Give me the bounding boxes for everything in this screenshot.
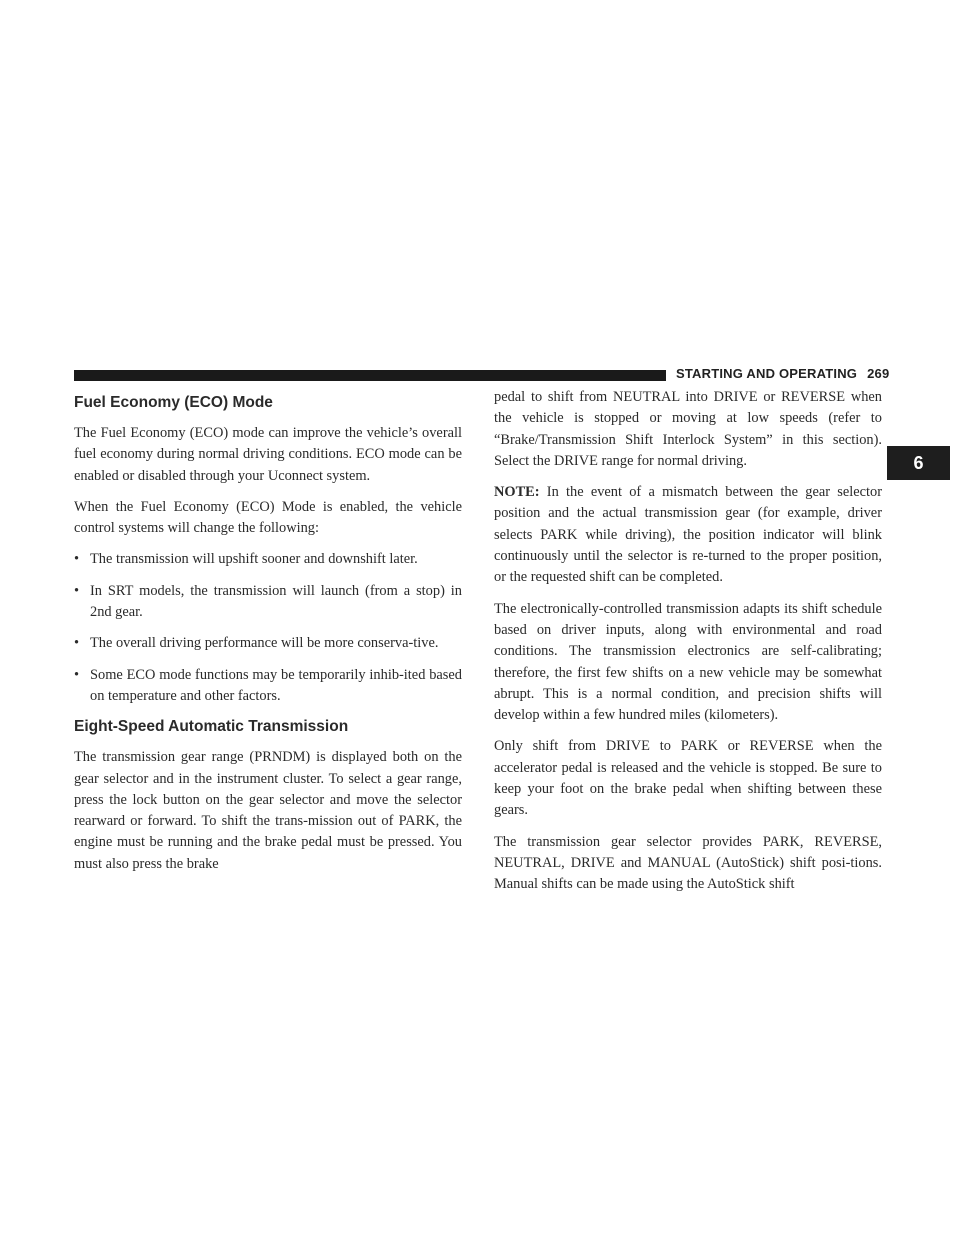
bullet-list [74, 549, 462, 707]
bullet-glyph: • [74, 551, 80, 568]
running-header [676, 366, 889, 381]
paragraph: The Fuel Economy (ECO) mode can improve the vehicle’s overall fuel economy during normal driving conditions. ECO mode can be enabled or disabled through your Uconnect system. [74, 425, 462, 484]
bullet-glyph: • [74, 666, 80, 683]
paragraph: Only shift from DRIVE to PARK or REVERSE when the accelerator pedal is released and the vehicle is stopped. Be sure to keep your foot on the brake pedal when shifting between these gears. [494, 738, 882, 819]
bullet-glyph: • [74, 635, 80, 652]
list-item: • In SRT models, the transmission will launch (from a stop) in 2nd gear. [74, 582, 462, 621]
note-text: In the event of a mismatch between the gear selector position and the actual transmission gear (for example, driver selects PARK while driving), the position indicator will blink continuously until the selector is re-turned to the proper position, or the requested shift can be completed. [494, 484, 882, 586]
heading-eight-speed: Eight-Speed Automatic Transmission [74, 718, 349, 736]
note-label: NOTE: [494, 484, 540, 501]
paragraph: The transmission gear selector provides PARK, REVERSE, NEUTRAL, DRIVE and MANUAL (AutoStick) shift posi-tions. Manual shifts can be made using the AutoStick shift [494, 833, 882, 893]
left-column [74, 393, 462, 885]
page-number: 269 [867, 366, 890, 381]
paragraph: pedal to shift from NEUTRAL into DRIVE or REVERSE when the vehicle is stopped or moving at low speeds (refer to “Brake/Transmission Shift Interlock System” in this section). Select the DRIVE range for normal driving. [494, 389, 882, 469]
heading-fuel-economy: Fuel Economy (ECO) Mode [74, 394, 273, 411]
paragraph: The electronically-controlled transmission adapts its shift schedule based on driver inputs, along with environmental and road conditions. The transmission electronics are self-calibrating; therefore, the first few shifts on a new vehicle may be somewhat abrupt. This is a normal condition, and precision shifts will develop within a few hundred miles (kilometers). [494, 600, 882, 724]
list-item: • Some ECO mode functions may be temporarily inhib-ited based on temperature and other factors. [74, 666, 462, 704]
chapter-tab: 6 [887, 446, 950, 480]
note-paragraph [494, 482, 882, 588]
paragraph: When the Fuel Economy (ECO) Mode is enabled, the vehicle control systems will change the following: [74, 498, 462, 537]
bullet-glyph: • [74, 582, 80, 599]
paragraph: The transmission gear range (PRNDM) is displayed both on the gear selector and in the instrument cluster. To select a gear range, press the lock button on the gear selector and move the selector rearward or forward. To shift the trans-mission out of PARK, the engine must be running and the brake pedal must be pressed. You must also press the brake [74, 749, 462, 872]
list-item: • The transmission will upshift sooner and downshift later. [74, 549, 462, 570]
list-item: • The overall driving performance will be more conserva-tive. [74, 633, 462, 654]
header-rule [74, 370, 666, 381]
right-column [494, 387, 882, 906]
section-title: STARTING AND OPERATING [676, 366, 858, 381]
